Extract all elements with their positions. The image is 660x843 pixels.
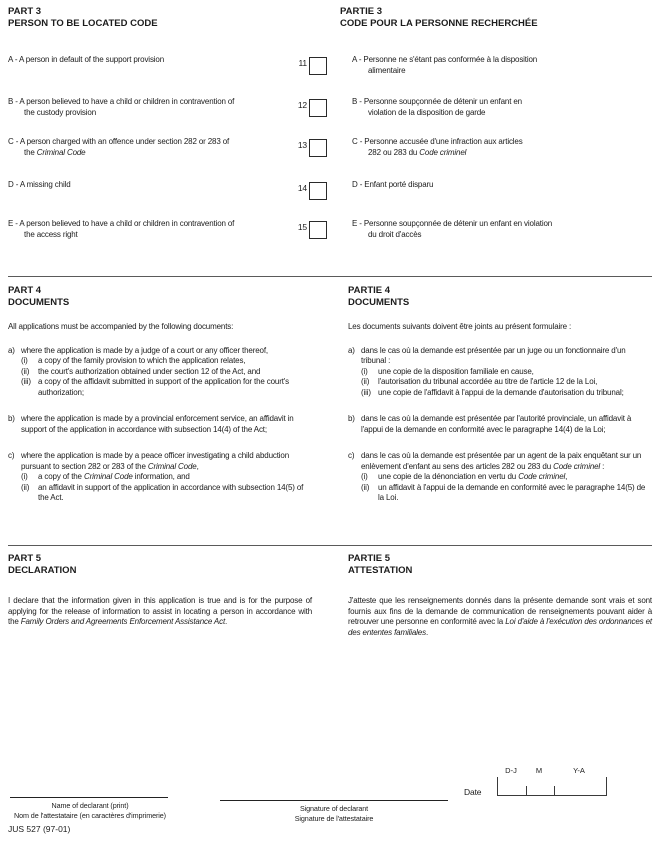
- part4-para-c-ii-en: (ii) an affidavit in support of the application in accordance with subsection 14(5) of the Act.: [21, 482, 304, 502]
- part4-para-a-i-en: (i) a copy of the family provision to which the application relates,: [21, 356, 246, 365]
- part4-column-fr: [348, 285, 652, 504]
- part3-title-fr: CODE POUR LA PERSONNE RECHERCHÉE: [340, 17, 538, 29]
- part3-item-d-en: D - A missing child: [8, 180, 71, 189]
- part3-item-b-en: B - A person believed to have a child or children in contravention of the custody provision: [8, 97, 235, 117]
- part5-declaration-text-fr: J'atteste que les renseignements donnés dans la présente demande sont vrais et sont fournis aux fins de la demande de communication de renseignements pouvant aider à retrouver une personne en conformité avec la Loi d'aide à l'exécution des ordonnances et des ententes familiales.: [348, 596, 652, 637]
- part3-item-a-fr: A - Personne ne s'étant pas conformée à la disposition alimentaire: [352, 55, 538, 75]
- part4-part-label-en: PART 4: [8, 285, 42, 296]
- part3-title-en: PERSON TO BE LOCATED CODE: [8, 17, 158, 29]
- signature-label-en: Signature of declarant: [299, 804, 369, 813]
- part4-para-a-i-fr: (i) une copie de la disposition familiale en cause,: [361, 366, 534, 376]
- part4-para-c-i-en: (i) a copy of the Criminal Code information, and: [21, 472, 190, 481]
- part5-part-label-en: PART 5: [8, 553, 42, 564]
- code-number-11: 11: [298, 58, 307, 68]
- date-input-box[interactable]: [497, 777, 607, 796]
- part3-part-label-fr: PARTIE 3: [340, 6, 383, 17]
- part4-intro-fr: Les documents suivants doivent être joints au présent formulaire :: [348, 322, 572, 331]
- name-of-declarant-line[interactable]: [10, 797, 168, 798]
- code-checkbox-13[interactable]: [309, 139, 327, 157]
- part5-column-fr: [348, 553, 652, 638]
- part4-para-a-iii-fr: (iii) une copie de l'affidavit à l'appui de la demande d'autorisation du tribunal;: [361, 387, 624, 397]
- name-label-en: Name of declarant (print): [51, 801, 129, 810]
- part4-para-b-en: b) where the application is made by a provincial enforcement service, an affidavit in support of the application in accordance with subsection 14(4) of the Act;: [8, 414, 294, 434]
- part3-item-c-en: C - A person charged with an offence under section 282 or 283 of the Criminal Code: [8, 137, 230, 157]
- date-header-year: Y-A: [573, 766, 585, 775]
- part4-para-a-ii-fr: (ii) l'autorisation du tribunal accordée au titre de l'article 12 de la Loi,: [361, 377, 598, 386]
- part4-title-fr: DOCUMENTS: [348, 296, 410, 308]
- code-number-13: 13: [297, 140, 307, 150]
- part5-title-en: DECLARATION: [8, 564, 77, 576]
- date-header-month: M: [535, 766, 543, 775]
- part4-para-a-fr: a) dans le cas où la demande est présentée par un juge ou un fonctionnaire d'un tribunal :: [348, 345, 626, 365]
- part3-item-c-fr: C - Personne accusée d'une infraction aux articles 282 ou 283 du Code criminel: [352, 137, 523, 157]
- code-number-15: 15: [297, 222, 307, 232]
- part5-part-label-fr: PARTIE 5: [348, 553, 391, 564]
- date-box-divider-2: [554, 786, 555, 795]
- part3-part-label-en: PART 3: [8, 6, 42, 17]
- code-checkbox-14[interactable]: [309, 182, 327, 200]
- date-box-divider-1: [526, 786, 527, 795]
- date-column-headers: [497, 766, 605, 777]
- part5-declaration-text-en: I declare that the information given in this application is true and is for the purpose of applying for the release of information to assist in locating a person in accordance with the Family Orders and Agreements Enforcement Assistance Act.: [8, 596, 312, 626]
- part4-para-a-en: a) where the application is made by a judge of a court or any officer thereof,: [8, 345, 268, 355]
- signature-line[interactable]: [220, 800, 448, 801]
- part3-header-en: [8, 6, 158, 29]
- part3-item-e-fr: E - Personne soupçonnée de détenir un enfant en violation du droit d'accès: [352, 219, 553, 239]
- part3-item-b-fr: B - Personne soupçonnée de détenir un enfant en violation de la disposition de garde: [352, 97, 522, 117]
- section-divider-2: [8, 545, 652, 546]
- part3-header-fr: [340, 6, 538, 29]
- code-checkbox-11[interactable]: [309, 57, 327, 75]
- date-header-day: D-J: [505, 766, 517, 775]
- part4-para-c-en: c) where the application is made by a peace officer investigating a child abduction pursuant to section 282 or 283 of the Criminal Code,: [8, 451, 290, 471]
- name-of-declarant-labels: [0, 801, 180, 820]
- code-number-12: 12: [297, 100, 307, 110]
- part4-para-c-fr: c) dans le cas où la demande est présentée par un agent de la paix enquêtant sur un enlèvement d'enfant au sens des articles 282 ou 283 du Code criminel :: [348, 451, 642, 471]
- signature-label-fr: Signature de l'attestataire: [294, 813, 374, 823]
- part5-column-en: [8, 553, 312, 628]
- code-number-14: 14: [297, 183, 307, 193]
- date-label: Date: [464, 787, 482, 797]
- part4-column-en: [8, 285, 314, 504]
- part5-title-fr: ATTESTATION: [348, 564, 413, 576]
- part4-title-en: DOCUMENTS: [8, 296, 70, 308]
- part4-intro-en: All applications must be accompanied by the following documents:: [8, 322, 234, 331]
- part4-para-b-fr: b) dans le cas où la demande est présentée par l'autorité provinciale, un affidavit à l'appui de la demande en conformité avec le paragraphe 14(4) de la Loi;: [348, 414, 632, 434]
- part3-item-d-fr: D - Enfant porté disparu: [352, 180, 434, 189]
- signature-labels: [244, 804, 424, 823]
- code-checkbox-15[interactable]: [309, 221, 327, 239]
- part4-para-a-iii-en: (iii) a copy of the affidavit submitted in support of the application for the court's authorization;: [21, 377, 290, 397]
- part3-item-a-en: A - A person in default of the support provision: [8, 55, 165, 64]
- part3-item-e-en: E - A person believed to have a child or children in contravention of the access right: [8, 219, 235, 239]
- form-number: JUS 527 (97-01): [8, 824, 71, 834]
- section-divider-1: [8, 276, 652, 277]
- part4-para-a-ii-en: (ii) the court's authorization obtained under section 12 of the Act, and: [21, 366, 261, 376]
- part4-part-label-fr: PARTIE 4: [348, 285, 391, 296]
- part4-para-c-i-fr: (i) une copie de la dénonciation en vertu du Code criminel,: [361, 472, 568, 481]
- name-label-fr: Nom de l'attestataire (en caractères d'imprimerie): [14, 810, 166, 820]
- part4-para-c-ii-fr: (ii) un affidavit à l'appui de la demande en conformité avec le paragraphe 14(5) de la Loi.: [361, 482, 646, 502]
- code-checkbox-12[interactable]: [309, 99, 327, 117]
